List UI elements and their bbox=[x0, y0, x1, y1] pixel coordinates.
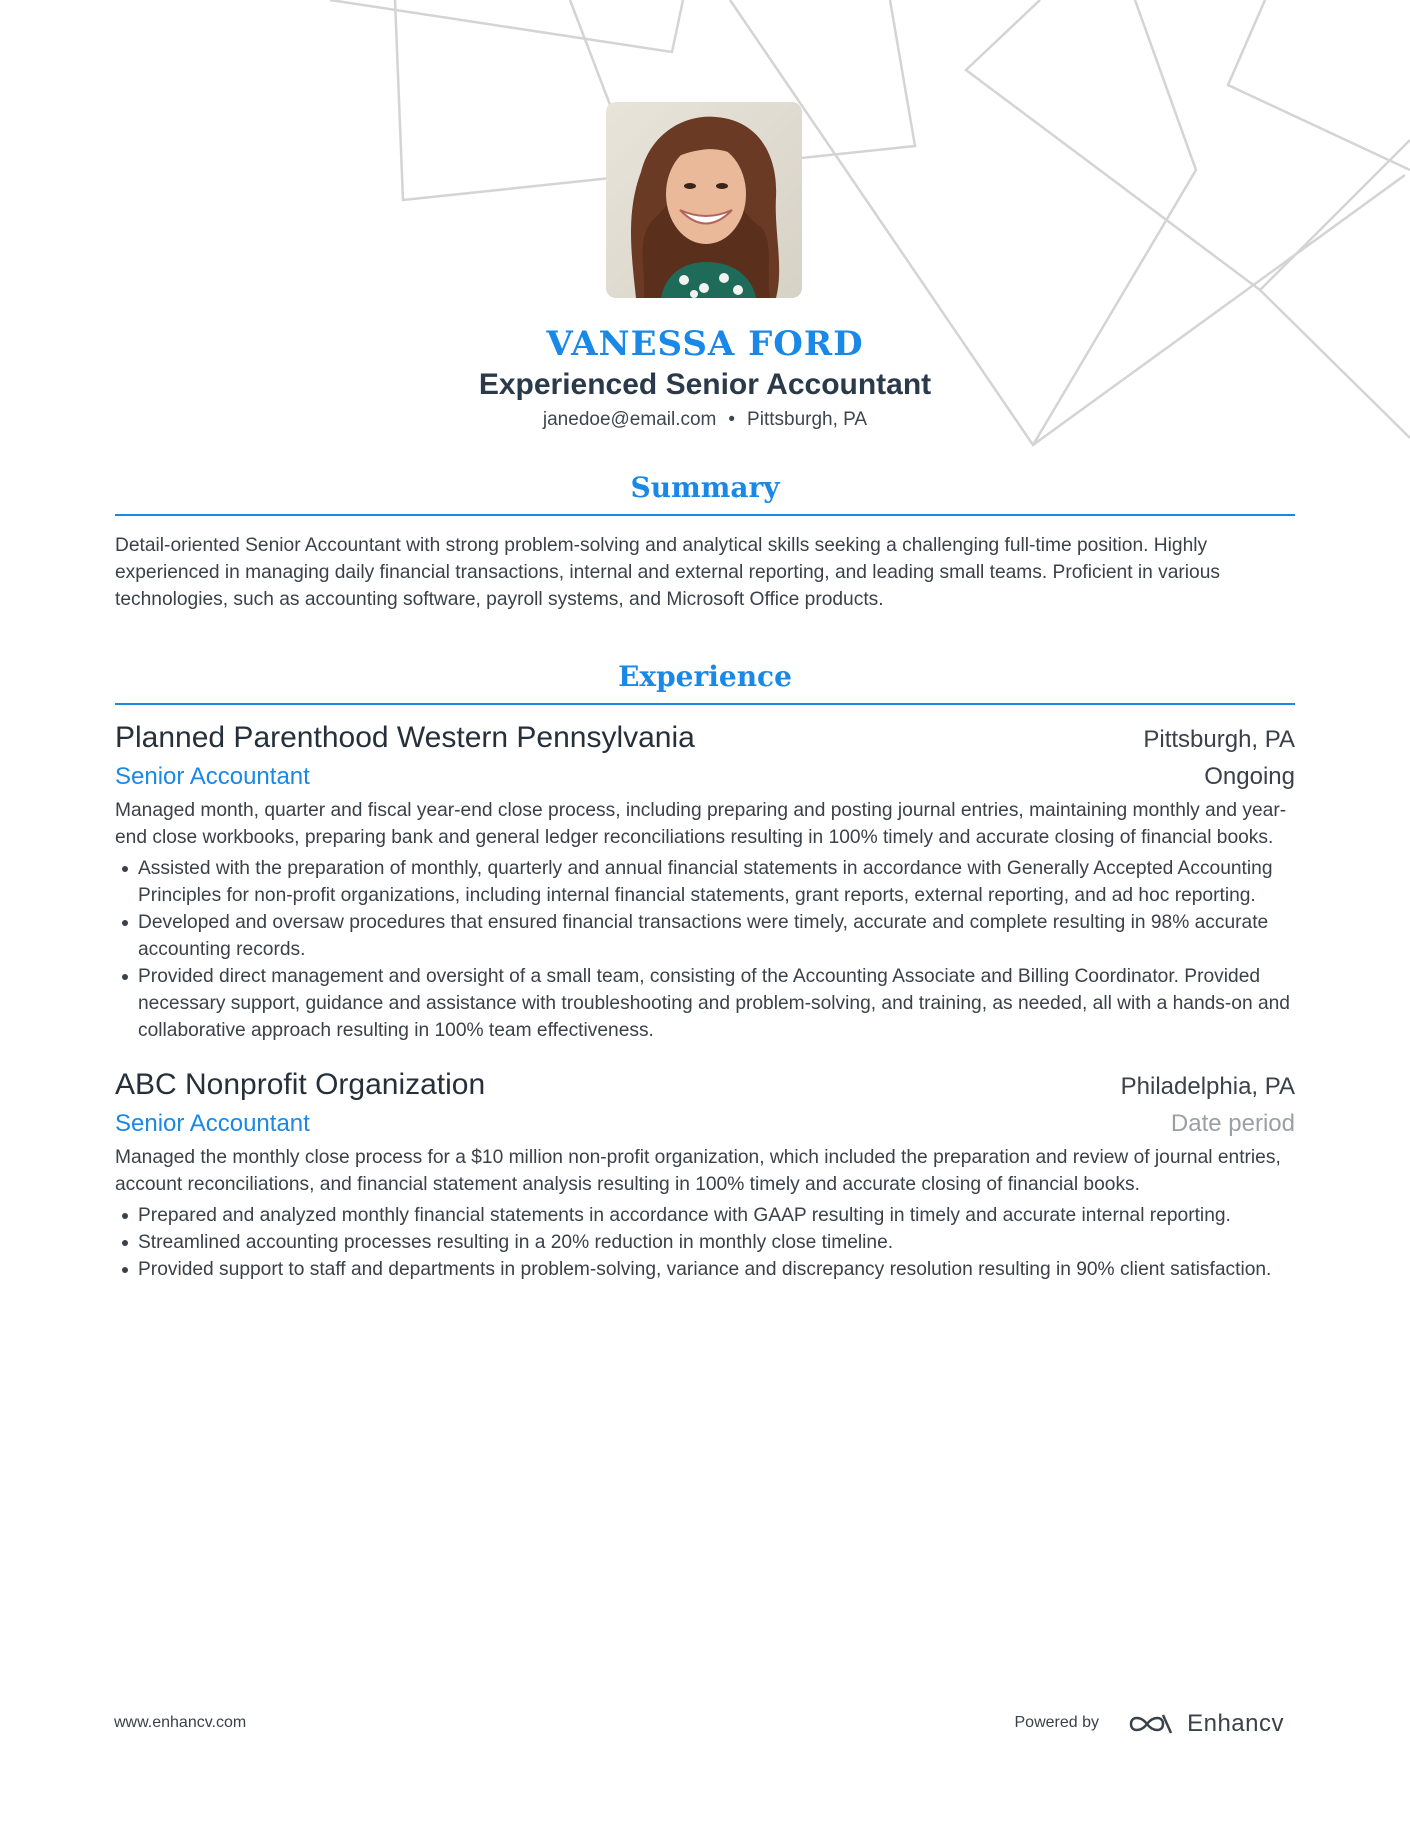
bullet-text: Streamlined accounting processes resulting in a 20% reduction in monthly close timeline. bbox=[138, 1232, 894, 1253]
bullet-dot bbox=[122, 920, 128, 926]
footer-url-link[interactable]: www.enhancv.com bbox=[114, 1714, 247, 1731]
profile-photo bbox=[606, 102, 802, 298]
bullet-item bbox=[115, 963, 1295, 1044]
contact-separator: • bbox=[728, 409, 736, 430]
bullet-text: Provided direct management and oversight of a small team, consisting of the Accounting Associate and Billing Coordinator. Provided necessary support, guidance and assistance with troubleshooting and problem-solving, and training, as needed, all with a hands-on and collaborative approach resulting in 100% team effectiveness. bbox=[138, 966, 1290, 1041]
summary-section bbox=[115, 468, 1295, 613]
candidate-title: Experienced Senior Accountant bbox=[478, 368, 932, 401]
job-entry bbox=[115, 719, 1295, 1044]
job-description: Managed the monthly close process for a $10 million non-profit organization, which included the preparation and review of journal entries, account reconciliations, and financial statement analysis resulting in 100% timely and accurate closing of financial books. bbox=[115, 1147, 1281, 1195]
bullet-dot bbox=[122, 1240, 128, 1246]
bullet-text: Provided support to staff and departments in problem-solving, variance and discrepancy resolution resulting in 90% client satisfaction. bbox=[138, 1259, 1272, 1280]
bullet-dot bbox=[122, 866, 128, 872]
job-bullets bbox=[115, 855, 1295, 1044]
job-role: Senior Accountant bbox=[115, 1110, 310, 1137]
job-date: Date period bbox=[1170, 1110, 1295, 1137]
experience-section bbox=[115, 657, 1295, 1283]
job-role: Senior Accountant bbox=[115, 763, 310, 790]
job-date: Ongoing bbox=[1204, 763, 1295, 790]
bullet-item bbox=[115, 1256, 1295, 1283]
brand-name: Enhancv bbox=[1187, 1710, 1284, 1737]
bullet-item bbox=[115, 855, 1295, 909]
bullet-item bbox=[115, 909, 1295, 963]
page-footer bbox=[114, 1710, 1284, 1740]
powered-by-label: Powered by bbox=[1014, 1714, 1099, 1731]
bullet-text: Prepared and analyzed monthly financial statements in accordance with GAAP resulting in timely and accurate internal reporting. bbox=[138, 1205, 1231, 1226]
job-location: Pittsburgh, PA bbox=[1143, 726, 1295, 753]
summary-text: Detail-oriented Senior Accountant with strong problem-solving and analytical skills seeking a challenging full-time position. Highly experienced in managing daily financial transactions, internal and external reporting, and leading small teams. Proficient in various technologies, such as accounting software, payroll systems, and Microsoft Office products. bbox=[115, 535, 1220, 610]
job-company: Planned Parenthood Western Pennsylvania bbox=[115, 721, 695, 754]
summary-divider bbox=[115, 514, 1295, 516]
bullet-item bbox=[115, 1202, 1295, 1229]
bullet-item bbox=[115, 1229, 1295, 1256]
job-bullets bbox=[115, 1202, 1295, 1283]
job-description: Managed month, quarter and fiscal year-end close process, including preparing and posting journal entries, maintaining monthly and year-end close workbooks, preparing bank and general ledger reconciliations resulting in 100% timely and accurate closing of financial books. bbox=[115, 800, 1287, 848]
summary-heading: Summary bbox=[630, 471, 780, 504]
contact-info bbox=[115, 406, 1295, 434]
location-text: Pittsburgh, PA bbox=[747, 409, 868, 430]
email-link[interactable]: janedoe@email.com bbox=[542, 409, 717, 430]
enhancv-brand[interactable] bbox=[1127, 1710, 1284, 1738]
bullet-text: Assisted with the preparation of monthly, quarterly and annual financial statements in accordance with Generally Accepted Accounting Principles for non-profit organizations, including internal financial statements, grant reports, external reporting, and ad hoc reporting. bbox=[138, 858, 1273, 906]
enhancv-logo-icon bbox=[1127, 1711, 1175, 1737]
experience-divider bbox=[115, 703, 1295, 705]
bullet-text: Developed and oversaw procedures that ensured financial transactions were timely, accurate and complete resulting in 98% accurate accounting records. bbox=[138, 912, 1269, 960]
job-entry bbox=[115, 1066, 1295, 1283]
portrait-image bbox=[606, 102, 802, 298]
job-company: ABC Nonprofit Organization bbox=[115, 1068, 486, 1101]
job-location: Philadelphia, PA bbox=[1120, 1073, 1295, 1100]
bullet-dot bbox=[122, 1213, 128, 1219]
resume-header bbox=[115, 322, 1295, 434]
candidate-name: VANESSA FORD bbox=[546, 324, 864, 364]
bullet-dot bbox=[122, 1267, 128, 1273]
bullet-dot bbox=[122, 974, 128, 980]
experience-heading: Experience bbox=[618, 660, 792, 693]
